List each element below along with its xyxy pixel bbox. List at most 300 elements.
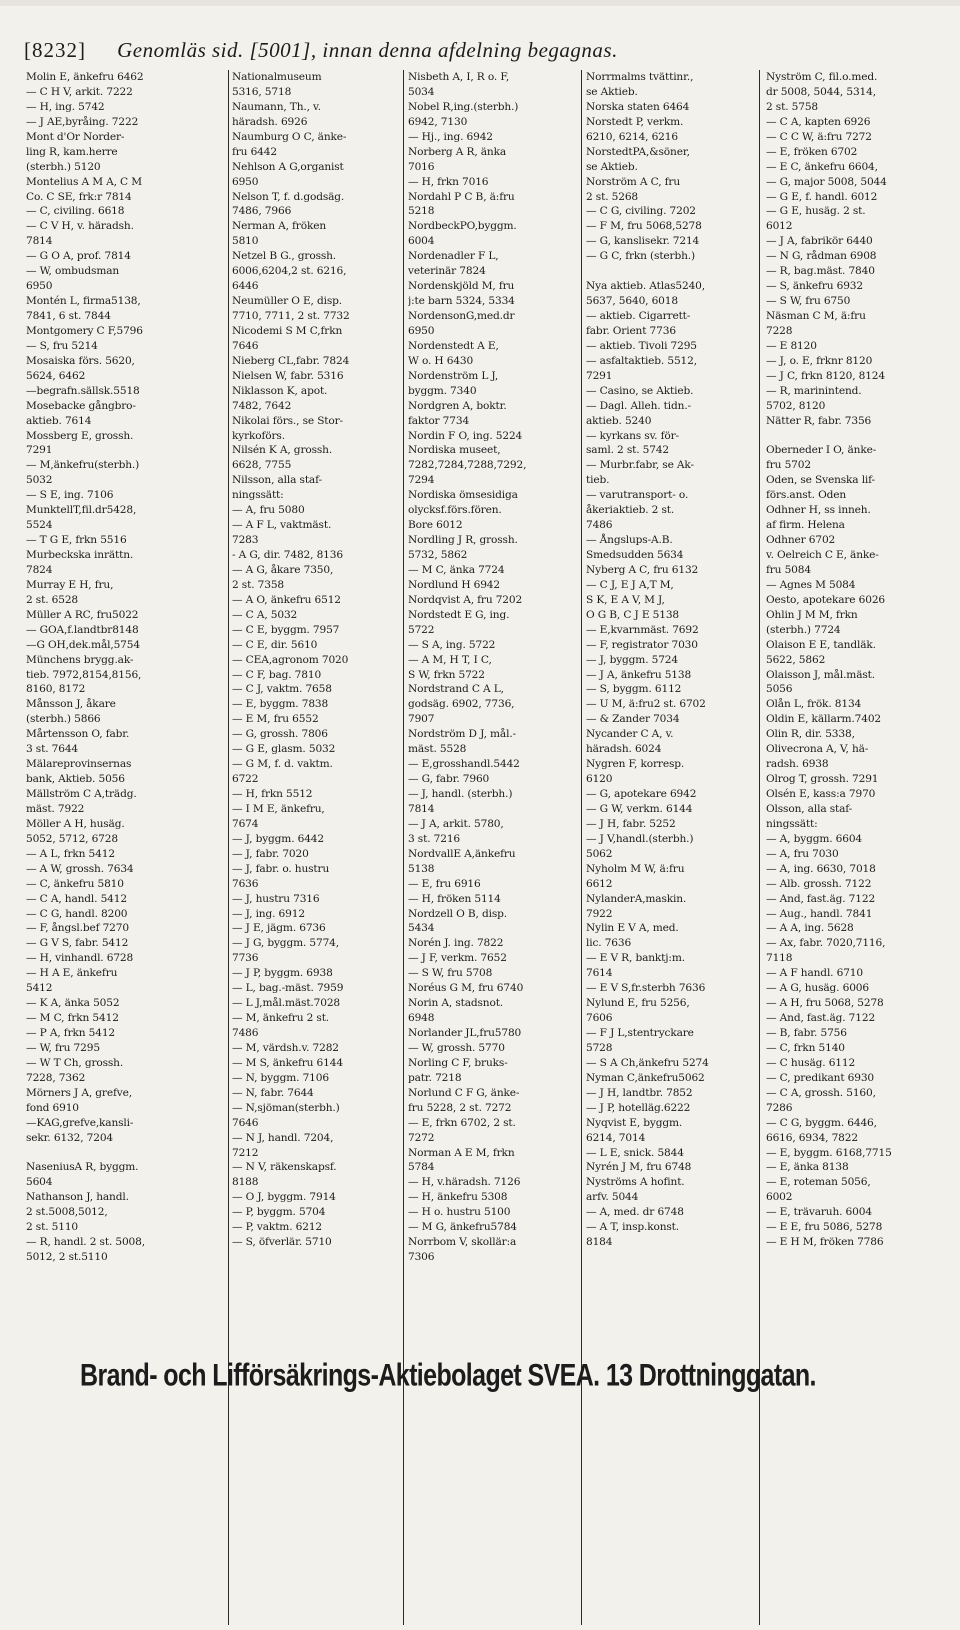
- directory-entry-line: Mörners J A, grefve,: [26, 1086, 132, 1099]
- directory-entry-line: Mällström C A,trädg.: [26, 788, 137, 800]
- directory-entry-line: Nordenskjöld M, fru: [408, 280, 515, 293]
- directory-entry-line: — C A, kapten 6926: [766, 115, 871, 128]
- directory-entry-line: Nordahl P C B, ä:fru: [408, 190, 515, 203]
- directory-entry-line: — G C, frkn (sterbh.): [586, 250, 695, 263]
- directory-entry-line: 2 st. 6528: [26, 593, 78, 606]
- directory-entry-line: NordbeckPO,byggm.: [408, 220, 517, 233]
- directory-entry-line: ningssätt:: [232, 489, 284, 502]
- directory-entry-line: NordensonG,med.dr: [408, 310, 515, 322]
- directory-entry-line: — A, ing. 6630, 7018: [766, 862, 876, 875]
- directory-entry-line: Mosebacke gångbro-: [26, 399, 136, 412]
- directory-entry-line: Olaison E E, tandläk.: [766, 638, 876, 651]
- directory-entry-line: — E, byggm. 6168,7715: [766, 1146, 892, 1159]
- directory-entry-line: Norlund C F G, änke-: [408, 1086, 520, 1099]
- directory-entry-line: — K A, änka 5052: [26, 997, 120, 1010]
- directory-entry-line: — C, änkefru 5810: [26, 877, 124, 890]
- directory-entry-line: Oberneder I O, änke-: [766, 444, 877, 457]
- directory-entry-line: — N, fabr. 7644: [232, 1086, 314, 1099]
- directory-entry-line: — M,änkefru(sterbh.): [26, 459, 140, 472]
- directory-entry-line: — C J, vaktm. 7658: [232, 683, 332, 696]
- directory-entry-line: — Alb. grossh. 7122: [766, 877, 872, 890]
- directory-entry-line: Nyström C, fil.o.med.: [766, 71, 878, 83]
- directory-entry-line: [766, 429, 938, 444]
- directory-entry-line: 7294: [408, 474, 435, 487]
- directory-entry-line: — W T Ch, grossh.: [26, 1056, 124, 1069]
- directory-entry-line: fru 6442: [232, 145, 277, 158]
- directory-entry-line: kyrkoförs.: [232, 429, 285, 442]
- directory-entry-line: — Aug., handl. 7841: [766, 907, 873, 920]
- directory-entry-line: åkeriaktieb. 2 st.: [586, 504, 675, 517]
- directory-entry-line: Niklasson K, apot.: [232, 384, 328, 397]
- directory-entry-line: — I M E, änkefru,: [232, 802, 325, 815]
- directory-entry-line: — A G, åkare 7350,: [232, 563, 334, 576]
- directory-entry-line: — R, handl. 2 st. 5008,: [26, 1236, 145, 1249]
- directory-entry-line: — C V H, v. häradsh.: [26, 220, 134, 233]
- directory-entry-line: v. Oelreich C E, änke-: [766, 549, 879, 561]
- directory-entry-line: 7291: [586, 369, 613, 382]
- directory-entry-line: — W, fru 7295: [26, 1041, 100, 1054]
- directory-entry-line: — A L, frkn 5412: [26, 847, 115, 860]
- directory-entry-line: — varutransport- o.: [586, 489, 689, 502]
- page-edge: [0, 0, 960, 6]
- directory-entry-line: — G, fabr. 7960: [408, 773, 490, 786]
- directory-entry-line: 7016: [408, 160, 435, 173]
- directory-entry-line: — G O A, prof. 7814: [26, 250, 131, 263]
- directory-entry-line: — C J, E J A,T M,: [586, 578, 674, 591]
- directory-entry-line: 5622, 5862: [766, 653, 826, 666]
- directory-entry-line: — G E, glasm. 5032: [232, 743, 336, 756]
- directory-entry-line: fru 5084: [766, 563, 811, 576]
- directory-entry-line: — A O, änkefru 6512: [232, 593, 341, 606]
- directory-entry-line: 5732, 5862: [408, 549, 468, 561]
- directory-entry-line: — M G, änkefru5784: [408, 1221, 517, 1234]
- directory-entry-line: Nyberg A C, fru 6132: [586, 563, 699, 576]
- directory-entry-line: — S, fru 5214: [26, 339, 98, 352]
- directory-entry-line: 6628, 7755: [232, 459, 292, 472]
- directory-entry-line: — B, fabr. 5756: [766, 1027, 847, 1039]
- directory-entry-line: tieb.: [586, 474, 610, 487]
- directory-entry-line: — J P, byggm. 6938: [232, 967, 333, 980]
- directory-entry-line: O G B, C J E 5138: [586, 608, 680, 621]
- directory-entry-line: — C G, handl. 8200: [26, 907, 128, 920]
- directory-entry-line: — E,kvarnmäst. 7692: [586, 623, 699, 636]
- directory-entry-line: — N G, rådman 6908: [766, 250, 877, 263]
- directory-entry-line: Nordin F O, ing. 5224: [408, 429, 523, 442]
- directory-entry-line: — C G, civiling. 7202: [586, 205, 696, 218]
- directory-entry-line: — S, öfverlär. 5710: [232, 1236, 332, 1249]
- directory-entry-line: S W, frkn 5722: [408, 668, 485, 681]
- directory-entry-line: Nordzell O B, disp.: [408, 907, 507, 920]
- directory-entry-line: Olrog T, grossh. 7291: [766, 773, 879, 786]
- directory-entry-line: Nyqvist E, byggm.: [586, 1116, 683, 1129]
- directory-entry-line: Nilsson, alla staf-: [232, 474, 322, 487]
- directory-entry-line: Nyströms A hofint.: [586, 1176, 685, 1189]
- directory-entry-line: — J, byggm. 6442: [232, 832, 324, 845]
- directory-entry-line: Montgomery C F,5796: [26, 324, 143, 337]
- directory-entry-line: Nordqvist A, fru 7202: [408, 593, 523, 606]
- directory-entry-line: [586, 264, 758, 279]
- directory-entry-line: olycksf.förs.fören.: [408, 504, 502, 517]
- directory-entry-line: Molin E, änkefru 6462: [26, 71, 144, 83]
- directory-entry-line: — A A, ing. 5628: [766, 922, 854, 935]
- directory-entry-line: — G E, f. handl. 6012: [766, 190, 878, 203]
- directory-entry-line: 7646: [232, 1116, 259, 1129]
- directory-entry-line: Mossberg E, grossh.: [26, 429, 134, 442]
- directory-entry-line: — U M, ä:fru2 st. 6702: [586, 698, 706, 711]
- directory-entry-line: — C C W, ä:fru 7272: [766, 130, 872, 143]
- directory-entry-line: — S W, fru 6750: [766, 295, 851, 308]
- directory-entry-line: — GOA,f.landtbr8148: [26, 623, 139, 636]
- directory-entry-line: — L, bag.-mäst. 7959: [232, 982, 344, 995]
- directory-entry-line: — A, fru 5080: [232, 504, 305, 517]
- directory-entry-line: — J F, verkm. 7652: [408, 952, 507, 965]
- directory-entry-line: — T G E, frkn 5516: [26, 534, 127, 547]
- directory-entry-line: — G M, f. d. vaktm.: [232, 758, 333, 771]
- directory-entry-line: fond 6910: [26, 1101, 79, 1114]
- directory-entry-line: sekr. 6132, 7204: [26, 1131, 114, 1144]
- directory-entry-line: se Aktieb.: [586, 85, 638, 98]
- directory-entry-line: 6004: [408, 235, 435, 248]
- directory-entry-line: — C G, byggm. 6446,: [766, 1116, 877, 1129]
- directory-entry-line: aktieb. 7614: [26, 414, 92, 427]
- directory-entry-line: — M, änkefru 2 st.: [232, 1012, 330, 1025]
- directory-entry-line: S K, E A V, M J,: [586, 593, 665, 606]
- directory-entry-line: 7907: [408, 713, 435, 726]
- directory-entry-line: — J H, landtbr. 7852: [586, 1086, 693, 1099]
- directory-entry-line: 7814: [408, 802, 435, 815]
- directory-entry-line: 7486: [232, 1027, 259, 1039]
- directory-entry-line: 6616, 6934, 7822: [766, 1131, 858, 1144]
- directory-entry-line: 7482, 7642: [232, 399, 292, 412]
- directory-entry-line: Murbeckska inrättn.: [26, 549, 134, 561]
- directory-entry-line: — L E, snick. 5844: [586, 1146, 684, 1159]
- directory-entry-line: 7118: [766, 952, 793, 965]
- directory-entry-line: 2 st.5008,5012,: [26, 1206, 108, 1219]
- directory-entry-line: 5032: [26, 474, 53, 487]
- directory-entry-line: Nicodemi S M C,frkn: [232, 324, 343, 337]
- directory-entry-line: 7486, 7966: [232, 205, 292, 218]
- directory-entry-line: 6942, 7130: [408, 115, 468, 128]
- directory-entry-line: — S W, fru 5708: [408, 967, 493, 980]
- directory-entry-line: tieb. 7972,8154,8156,: [26, 668, 142, 681]
- directory-entry-line: — A F handl. 6710: [766, 967, 863, 980]
- directory-entry-line: Neumüller O E, disp.: [232, 295, 342, 308]
- directory-entry-line: Nyholm M W, ä:fru: [586, 862, 685, 875]
- directory-entry-line: NylanderA,maskin.: [586, 892, 687, 905]
- directory-entry-line: — And, fast.äg. 7122: [766, 892, 876, 905]
- directory-entry-line: — E, änka 8138: [766, 1161, 849, 1174]
- directory-entry-line: 7614: [586, 967, 613, 980]
- directory-entry-line: Oldin E, källarm.7402: [766, 713, 882, 726]
- directory-entry-line: — J, ing. 6912: [232, 907, 305, 920]
- directory-entry-line: — E V R, banktj:m.: [586, 952, 685, 965]
- directory-entry-line: — F, registrator 7030: [586, 638, 698, 651]
- directory-entry-line: Norstedt P, verkm.: [586, 115, 684, 128]
- directory-entry-line: Norlander JL,fru5780: [408, 1027, 522, 1039]
- directory-entry-line: — C husäg. 6112: [766, 1056, 856, 1069]
- directory-entry-line: Nylund E, fru 5256,: [586, 997, 690, 1010]
- directory-entry-line: Nordiska museet,: [408, 444, 501, 457]
- directory-entry-line: — C A, grossh. 5160,: [766, 1086, 876, 1099]
- directory-entry-line: Olaisson J, mål.mäst.: [766, 668, 875, 681]
- directory-entry-line: 2 st. 5268: [586, 190, 638, 203]
- directory-entry-line: NaseniusA R, byggm.: [26, 1161, 139, 1174]
- directory-entry-line: 6012: [766, 220, 793, 233]
- directory-entry-line: fru 5702: [766, 459, 811, 472]
- directory-entry-line: — G, major 5008, 5044: [766, 175, 887, 188]
- directory-entry-line: — G V S, fabr. 5412: [26, 937, 129, 950]
- directory-entry-line: Odhner 6702: [766, 534, 836, 547]
- directory-entry-line: 7282,7284,7288,7292,: [408, 459, 527, 472]
- directory-entry-line: fabr. Orient 7736: [586, 324, 676, 337]
- directory-entry-line: 5702, 8120: [766, 399, 826, 412]
- directory-entry-line: — A H, fru 5068, 5278: [766, 997, 884, 1010]
- directory-entry-line: Norén J. ing. 7822: [408, 937, 504, 950]
- directory-entry-line: — J V,handl.(sterbh.): [586, 832, 694, 845]
- directory-entry-line: — G, kanslisekr. 7214: [586, 235, 700, 248]
- directory-entry-line: — F J L,stentryckare: [586, 1027, 694, 1039]
- directory-entry-line: Möller A H, husäg.: [26, 817, 125, 830]
- directory-entry-line: — A G, husäg. 6006: [766, 982, 869, 995]
- directory-entry-line: — J E, jägm. 6736: [232, 922, 326, 935]
- directory-entry-line: — J, byggm. 5724: [586, 653, 678, 666]
- directory-entry-line: 5637, 5640, 6018: [586, 295, 678, 308]
- directory-entry-line: (sterbh.) 5120: [26, 160, 101, 173]
- directory-entry-line: — M C, frkn 5412: [26, 1012, 119, 1025]
- directory-entry-line: Nätter R, fabr. 7356: [766, 414, 872, 427]
- directory-entry-line: 7824: [26, 563, 53, 576]
- directory-entry-line: Münchens brygg.ak-: [26, 653, 134, 666]
- directory-entry-line: 7486: [586, 519, 613, 532]
- directory-entry-line: — J G, byggm. 5774,: [232, 937, 339, 950]
- directory-entry-line: — H, frkn 5512: [232, 788, 313, 800]
- directory-entry-line: 5722: [408, 623, 435, 636]
- directory-entry-line: Norman A E M, frkn: [408, 1146, 515, 1159]
- directory-entry-line: Månsson J, åkare: [26, 698, 116, 711]
- directory-entry-line: lic. 7636: [586, 937, 632, 950]
- directory-entry-line: Nordiska ömsesidiga: [408, 489, 518, 502]
- directory-entry-line: Nordenadler F L,: [408, 250, 499, 263]
- directory-entry-line: — C E, dir. 5610: [232, 638, 318, 651]
- directory-entry-line: Nathanson J, handl.: [26, 1191, 129, 1204]
- directory-entry-line: 5052, 5712, 6728: [26, 832, 118, 845]
- directory-entry-line: — N, byggm. 7106: [232, 1071, 329, 1084]
- directory-entry-line: Mosaiska förs. 5620,: [26, 354, 135, 367]
- directory-entry-line: mäst. 7922: [26, 802, 85, 815]
- directory-entry-line: — N J, handl. 7204,: [232, 1131, 334, 1144]
- directory-entry-line: 5412: [26, 982, 53, 995]
- directory-entry-line: 5728: [586, 1041, 613, 1054]
- directory-entry-line: — H, v.häradsh. 7126: [408, 1176, 521, 1189]
- directory-entry-line: af firm. Helena: [766, 519, 845, 532]
- directory-entry-line: 2 st. 5110: [26, 1221, 78, 1234]
- directory-entry-line: 6210, 6214, 6216: [586, 130, 678, 143]
- directory-entry-line: — M S, änkefru 6144: [232, 1056, 343, 1069]
- directory-entry-line: —KAG,grefve,kansli-: [26, 1116, 134, 1129]
- directory-entry-line: 5218: [408, 205, 435, 218]
- directory-entry-line: — aktieb. Cigarrett-: [586, 310, 691, 322]
- directory-entry-line: — L J,mål.mäst.7028: [232, 997, 341, 1010]
- directory-entry-line: Nordstedt E G, ing.: [408, 608, 510, 621]
- directory-entry-line: — E H M, fröken 7786: [766, 1236, 884, 1249]
- directory-entry-line: 8188: [232, 1176, 259, 1189]
- directory-entry-line: 6950: [26, 280, 53, 293]
- directory-entry-line: — C H V, arkit. 7222: [26, 85, 133, 98]
- directory-entry-line: 7710, 7711, 2 st. 7732: [232, 310, 350, 322]
- directory-entry-line: 3 st. 7644: [26, 743, 78, 756]
- directory-entry-line: 5316, 5718: [232, 85, 292, 98]
- directory-entry-line: — W, ombudsman: [26, 265, 120, 278]
- directory-entry-line: Netzel B G., grossh.: [232, 250, 337, 263]
- directory-entry-line: — A, byggm. 6604: [766, 832, 863, 845]
- directory-entry-line: 6948: [408, 1012, 435, 1025]
- directory-entry-line: — E, fröken 6702: [766, 145, 858, 158]
- directory-entry-line: — Ångslups-A.B.: [586, 534, 673, 547]
- directory-entry-line: — E, byggm. 7838: [232, 698, 329, 711]
- directory-entry-line: Nisbeth A, I, R o. F,: [408, 71, 510, 83]
- directory-entry-line: — H, ing. 5742: [26, 100, 105, 113]
- directory-entry-line: 8184: [586, 1236, 613, 1249]
- directory-entry-line: 5062: [586, 847, 613, 860]
- directory-entry-line: Norrbom V, skollär:a: [408, 1236, 517, 1249]
- directory-entry-line: — A F L, vaktmäst.: [232, 519, 332, 532]
- directory-entry-line: — H A E, änkefru: [26, 967, 118, 980]
- directory-entry-line: ningssätt:: [766, 817, 818, 830]
- directory-entry-line: — P, byggm. 5704: [232, 1206, 326, 1219]
- directory-entry-line: ling R, kam.herre: [26, 145, 118, 158]
- directory-entry-line: — H, frkn 7016: [408, 175, 489, 188]
- directory-entry-line: Murray E H, fru,: [26, 578, 114, 591]
- directory-entry-line: — J, handl. (sterbh.): [408, 788, 513, 800]
- directory-entry-line: Nieberg CL,fabr. 7824: [232, 354, 350, 367]
- directory-entry-line: — Hj., ing. 6942: [408, 130, 493, 143]
- directory-entry-line: 7922: [586, 907, 613, 920]
- directory-entry-line: 7212: [232, 1146, 259, 1159]
- directory-entry-line: Naumburg O C, änke-: [232, 130, 347, 143]
- directory-entry-line: Näsman C M, ä:fru: [766, 310, 866, 322]
- directory-entry-line: NordvallE A,änkefru: [408, 847, 516, 860]
- directory-entry-line: faktor 7734: [408, 414, 470, 427]
- directory-entry-line: — S A, ing. 5722: [408, 638, 496, 651]
- directory-entry-line: Norska staten 6464: [586, 100, 690, 113]
- directory-entry-line: — A M, H T, I C,: [408, 653, 492, 666]
- directory-entry-line: — asfaltaktieb. 5512,: [586, 354, 697, 367]
- directory-entry-line: — And, fast.äg. 7122: [766, 1012, 876, 1025]
- directory-entry-line: — J A, fabrikör 6440: [766, 235, 873, 248]
- directory-entry-line: Nerman A, fröken: [232, 220, 327, 233]
- directory-entry-line: 5012, 2 st.5110: [26, 1251, 108, 1264]
- directory-entry-line: — A, fru 7030: [766, 847, 839, 860]
- directory-entry-line: Nielsen W, fabr. 5316: [232, 369, 344, 382]
- directory-entry-line: — S, byggm. 6112: [586, 683, 682, 696]
- directory-entry-line: — C A, 5032: [232, 608, 298, 621]
- directory-entry-line: — E 8120: [766, 339, 817, 352]
- directory-entry-line: Nyrén J M, fru 6748: [586, 1161, 692, 1174]
- directory-entry-line: 7228, 7362: [26, 1071, 86, 1084]
- directory-entry-line: Naumann, Th., v.: [232, 100, 321, 113]
- directory-entry-line: — J, o. E, frknr 8120: [766, 354, 873, 367]
- directory-entry-line: 8160, 8172: [26, 683, 86, 696]
- directory-entry-line: — O J, byggm. 7914: [232, 1191, 336, 1204]
- directory-entry-line: NorstedtPA,&söner,: [586, 145, 690, 158]
- directory-entry-line: Olån L, frök. 8134: [766, 698, 862, 711]
- directory-entry-line: 5810: [232, 235, 259, 248]
- directory-entry-line: —begrafn.sällsk.5518: [26, 384, 140, 397]
- directory-entry-line: förs.anst. Oden: [766, 489, 847, 502]
- directory-entry-line: — S, änkefru 6932: [766, 280, 863, 293]
- directory-entry-line: Nelson T, f. d.godsäg.: [232, 190, 345, 203]
- directory-entry-line: — S A Ch,änkefru 5274: [586, 1056, 709, 1069]
- directory-entry-line: — E E, fru 5086, 5278: [766, 1221, 883, 1234]
- directory-entry-line: Nylin E V A, med.: [586, 922, 679, 935]
- directory-entry-line: Nya aktieb. Atlas5240,: [586, 280, 705, 293]
- directory-entry-line: bank, Aktieb. 5056: [26, 773, 125, 786]
- directory-entry-line: Norin A, stadsnot.: [408, 997, 504, 1010]
- directory-entry-line: Oesto, apotekare 6026: [766, 593, 886, 606]
- directory-entry-line: — P A, frkn 5412: [26, 1027, 115, 1039]
- directory-entry-line: Nordenstedt A E,: [408, 339, 499, 352]
- directory-entry-line: 7272: [408, 1131, 435, 1144]
- directory-entry-line: 3 st. 7216: [408, 832, 460, 845]
- directory-entry-line: Mälareprovinsernas: [26, 758, 132, 771]
- directory-entry-line: — kyrkans sv. för-: [586, 429, 679, 442]
- directory-entry-line: — F, ångsl.bef 7270: [26, 922, 129, 935]
- directory-entry-line: arfv. 5044: [586, 1191, 639, 1204]
- directory-entry-line: Ohlin J M M, frkn: [766, 608, 858, 621]
- directory-entry-line: Mont d'Or Norder-: [26, 130, 125, 143]
- directory-entry-line: 7306: [408, 1251, 435, 1264]
- directory-entry-line: 6722: [232, 773, 259, 786]
- directory-entry-line: — S E, ing. 7106: [26, 489, 114, 502]
- directory-entry-line: — M C, änka 7724: [408, 563, 505, 576]
- directory-entry-line: se Aktieb.: [586, 160, 638, 173]
- directory-entry-line: Norling C F, bruks-: [408, 1056, 508, 1069]
- directory-entry-line: — E, frkn 6702, 2 st.: [408, 1116, 516, 1129]
- directory-entry-line: Oden, se Svenska lif-: [766, 474, 875, 487]
- directory-entry-line: 7291: [26, 444, 53, 457]
- directory-entry-line: —G OH,dek.mål,5754: [26, 638, 140, 651]
- directory-entry-line: godsäg. 6902, 7736,: [408, 698, 515, 711]
- directory-entry-line: 7636: [232, 877, 259, 890]
- directory-entry-line: — Dagl. Alleh. tidn.-: [586, 399, 691, 412]
- footer-advertisement: Brand- och Lifförsäkrings-Aktiebolaget SVEA. 13 Drottninggatan.: [80, 1358, 816, 1393]
- directory-entry-line: 7283: [232, 534, 259, 547]
- directory-entry-line: veterinär 7824: [408, 265, 486, 278]
- directory-entry-line: 6446: [232, 280, 259, 293]
- directory-entry-line: — P, vaktm. 6212: [232, 1221, 322, 1234]
- directory-entry-line: — E, roteman 5056,: [766, 1176, 871, 1189]
- page-header: [24, 38, 936, 68]
- directory-entry-line: — E C, änkefru 6604,: [766, 160, 878, 173]
- directory-entry-line: — E M, fru 6552: [232, 713, 319, 726]
- directory-entry-line: — M, värdsh.v. 7282: [232, 1041, 339, 1054]
- directory-entry-line: 5524: [26, 519, 53, 532]
- directory-entry-line: — Agnes M 5084: [766, 578, 856, 591]
- directory-entry-line: radsh. 6938: [766, 758, 829, 771]
- directory-entry-line: — aktieb. Tivoli 7295: [586, 339, 697, 352]
- directory-entry-line: — G, apotekare 6942: [586, 788, 697, 800]
- directory-entry-line: 6950: [408, 324, 435, 337]
- directory-entry-line: [26, 1146, 224, 1161]
- directory-entry-line: Nycander C A, v.: [586, 728, 674, 741]
- directory-entry-line: saml. 2 st. 5742: [586, 444, 670, 457]
- directory-entry-line: fru 5228, 2 st. 7272: [408, 1101, 512, 1114]
- directory-entry-line: Olivecrona A, V, hä-: [766, 743, 869, 756]
- directory-entry-line: (sterbh.) 5866: [26, 713, 101, 726]
- directory-entry-line: — H o. hustru 5100: [408, 1206, 511, 1219]
- directory-entry-line: Nordgren A, boktr.: [408, 399, 507, 412]
- directory-entry-line: Norström A C, fru: [586, 175, 680, 188]
